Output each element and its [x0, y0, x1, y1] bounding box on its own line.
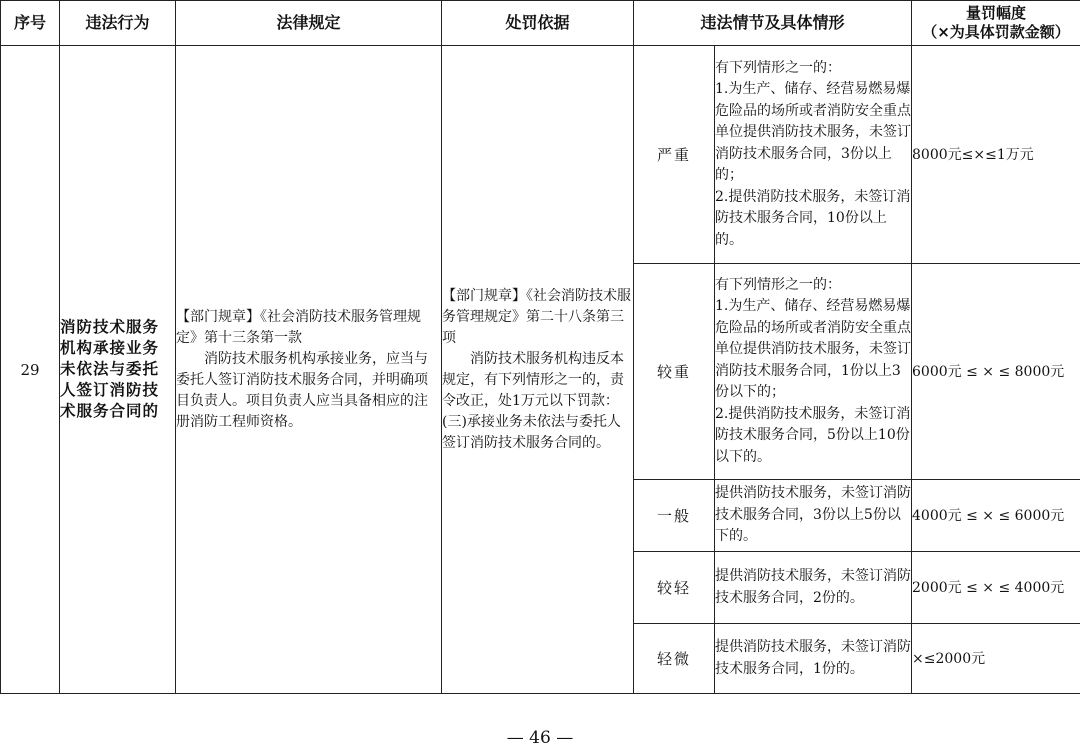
level-detail — [715, 480, 912, 552]
level-label: 轻微 — [634, 624, 715, 694]
level-label: 较轻 — [634, 552, 715, 624]
detail-line: 有下列情形之一的： — [715, 59, 841, 76]
detail-line: 提供消防技术服务，未签订消防技术服务合同，3份以上5份以下的。 — [715, 485, 911, 545]
header-legal-basis: 法律规定 — [176, 1, 442, 46]
fine-range: ×≤2000元 — [912, 624, 1080, 694]
detail-line: 1.为生产、储存、经营易燃易爆危险品的场所或者消防安全重点单位提供消防技术服务，未签订消防技术服务合同，3份以上的； — [715, 81, 911, 184]
legal-basis-text: 消防技术服务机构承接业务，应当与委托人签订消防技术服务合同，并明确项目负责人。项目负责人应当具备相应的注册消防工程师资格。 — [176, 350, 428, 430]
page-number: — 46 — — [506, 728, 574, 748]
header-circumstance: 违法情节及具体情形 — [634, 1, 912, 46]
detail-line: 1.为生产、储存、经营易燃易爆危险品的场所或者消防安全重点单位提供消防技术服务，未签订消防技术服务合同，1份以上3份以下的； — [715, 298, 911, 401]
violation-cell: 消防技术服务机构承接业务未依法与委托人签订消防技术服务合同的 — [60, 46, 176, 694]
fine-range: 4000元 ≤ × ≤ 6000元 — [912, 480, 1080, 552]
level-detail — [715, 624, 912, 694]
penalty-basis-title: 【部门规章】《社会消防技术服务管理规定》第二十八条第三项 — [442, 287, 631, 346]
header-range — [912, 1, 1080, 46]
fine-range: 2000元 ≤ × ≤ 4000元 — [912, 552, 1080, 624]
penalty-basis-text: 消防技术服务机构违反本规定，有下列情形之一的，责令改正，处1万元以下罚款：(三)承接业务未依法与委托人签订消防技术服务合同的。 — [442, 350, 624, 451]
detail-line: 提供消防技术服务，未签订消防技术服务合同，2份的。 — [715, 568, 911, 606]
header-no: 序号 — [1, 1, 60, 46]
fine-range: 8000元≤×≤1万元 — [912, 46, 1080, 264]
legal-basis-cell — [176, 46, 442, 694]
level-detail — [715, 552, 912, 624]
level-detail — [715, 46, 912, 264]
header-violation: 违法行为 — [60, 1, 176, 46]
level-row-severe — [1, 46, 1080, 264]
level-label: 严重 — [634, 46, 715, 264]
level-label: 较重 — [634, 264, 715, 480]
level-label: 一般 — [634, 480, 715, 552]
detail-line: 有下列情形之一的： — [715, 276, 841, 293]
row-number: 29 — [1, 46, 60, 694]
penalty-basis-cell — [442, 46, 634, 694]
header-row — [1, 1, 1080, 46]
fine-range: 6000元 ≤ × ≤ 8000元 — [912, 264, 1080, 480]
header-range-line1: 量罚幅度 — [966, 4, 1027, 22]
detail-line: 提供消防技术服务，未签订消防技术服务合同，1份的。 — [715, 639, 911, 677]
header-range-line2: （×为具体罚款金额） — [922, 23, 1070, 41]
legal-basis-title: 【部门规章】《社会消防技术服务管理规定》第十三条第一款 — [176, 308, 421, 346]
level-detail — [715, 264, 912, 480]
detail-line: 2.提供消防技术服务，未签订消防技术服务合同，10份以上的。 — [715, 188, 911, 248]
header-penalty-basis: 处罚依据 — [442, 1, 634, 46]
detail-line: 2.提供消防技术服务，未签订消防技术服务合同，5份以上10份以下的。 — [715, 405, 911, 465]
